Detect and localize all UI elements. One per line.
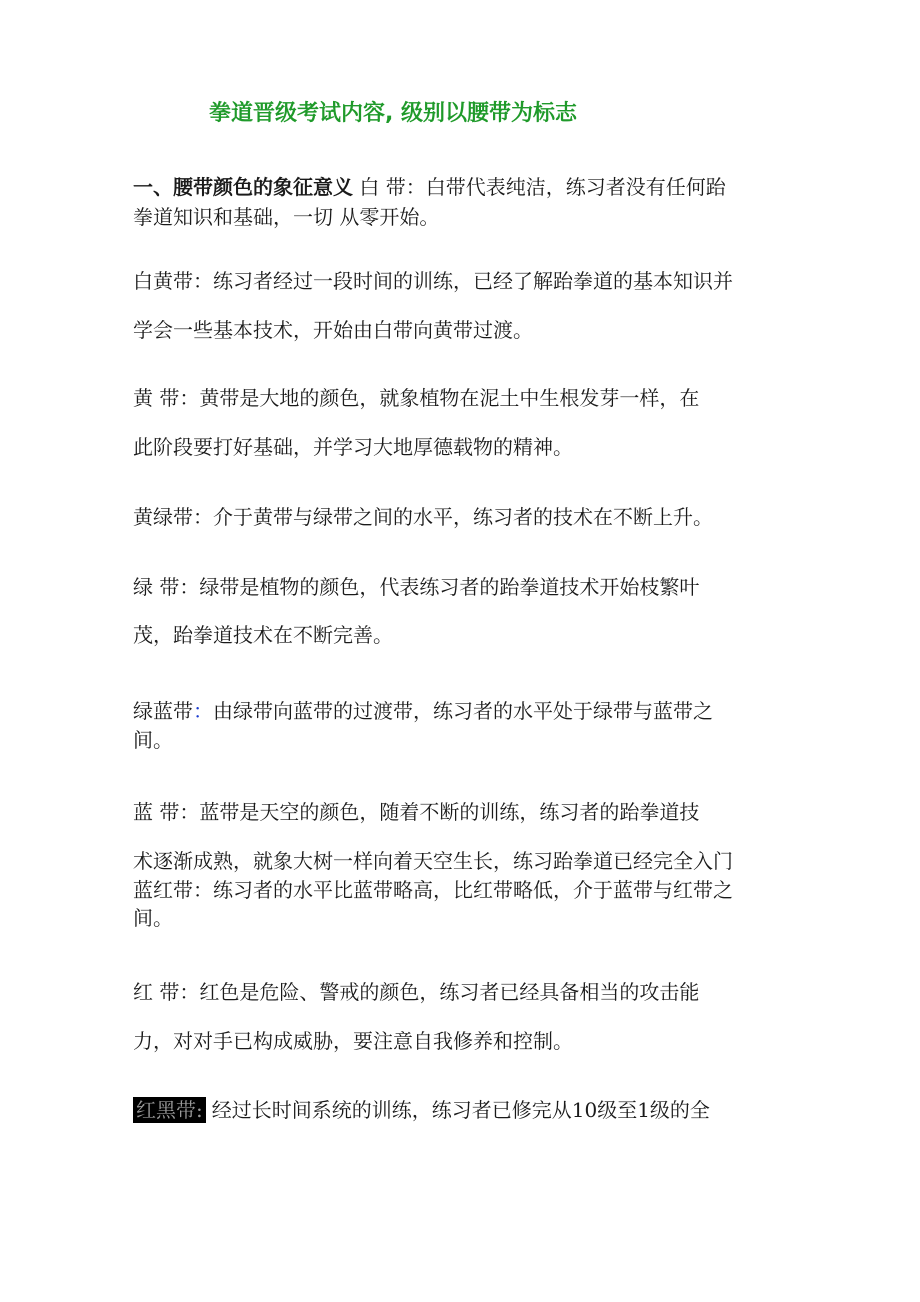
paragraph-yellow-line-2: 此阶段要打好基础，并学习大地厚德载物的精神。 — [133, 435, 573, 459]
paragraph-red-line-1: 红 带：红色是危险、警戒的颜色，练习者已经具备相当的攻击能 — [133, 980, 700, 1004]
page-title: 拳道晋级考试内容, 级别以腰带为标志 — [209, 101, 578, 126]
white-belt-text: 白 带：白带代表纯洁，练习者没有任何跆 — [359, 175, 726, 199]
paragraph-green-line-1: 绿 带：绿带是植物的颜色，代表练习者的跆拳道技术开始枝繁叶 — [133, 575, 700, 599]
paragraph-white-yellow-line-1: 白黄带：练习者经过一段时间的训练，已经了解跆拳道的基本知识并 — [133, 269, 733, 293]
paragraph-white-yellow-line-2: 学会一些基本技术，开始由白带向黄带过渡。 — [133, 318, 533, 342]
paragraph-red-line-2: 力，对对手已构成威胁，要注意自我修养和控制。 — [133, 1029, 573, 1053]
paragraph-white-belt-line-2: 拳道知识和基础，一切 从零开始。 — [133, 205, 440, 229]
paragraph-white-belt-line-1 — [133, 174, 726, 200]
paragraph-green-blue-line-2: 间。 — [133, 728, 173, 752]
green-blue-label: 绿蓝带 — [133, 699, 193, 723]
green-blue-text: 由绿带向蓝带的过渡带，练习者的水平处于绿带与蓝带之 — [213, 699, 713, 723]
paragraph-yellow-green-line-1: 黄绿带：介于黄带与绿带之间的水平，练习者的技术在不断上升。 — [133, 505, 713, 529]
paragraph-green-blue-line-1 — [133, 698, 713, 724]
red-black-text: 经过长时间系统的训练，练习者已修完从10级至1级的全 — [211, 1098, 710, 1122]
red-black-label: 红黑带: — [133, 1097, 206, 1123]
paragraph-red-black-line-1 — [133, 1097, 710, 1123]
section-heading: 一、腰带颜色的象征意义 — [133, 175, 353, 199]
paragraph-blue-red-line-2: 间。 — [133, 906, 173, 930]
paragraph-blue-red-line-1: 蓝红带：练习者的水平比蓝带略高，比红带略低，介于蓝带与红带之 — [133, 878, 733, 902]
paragraph-blue-line-2: 术逐渐成熟，就象大树一样向着天空生长，练习跆拳道已经完全入门 — [133, 849, 733, 873]
green-blue-colon: ： — [193, 699, 213, 723]
paragraph-blue-line-1: 蓝 带：蓝带是天空的颜色，随着不断的训练，练习者的跆拳道技 — [133, 800, 700, 824]
paragraph-yellow-line-1: 黄 带：黄带是大地的颜色，就象植物在泥土中生根发芽一样，在 — [133, 386, 700, 410]
paragraph-green-line-2: 茂，跆拳道技术在不断完善。 — [133, 623, 393, 647]
